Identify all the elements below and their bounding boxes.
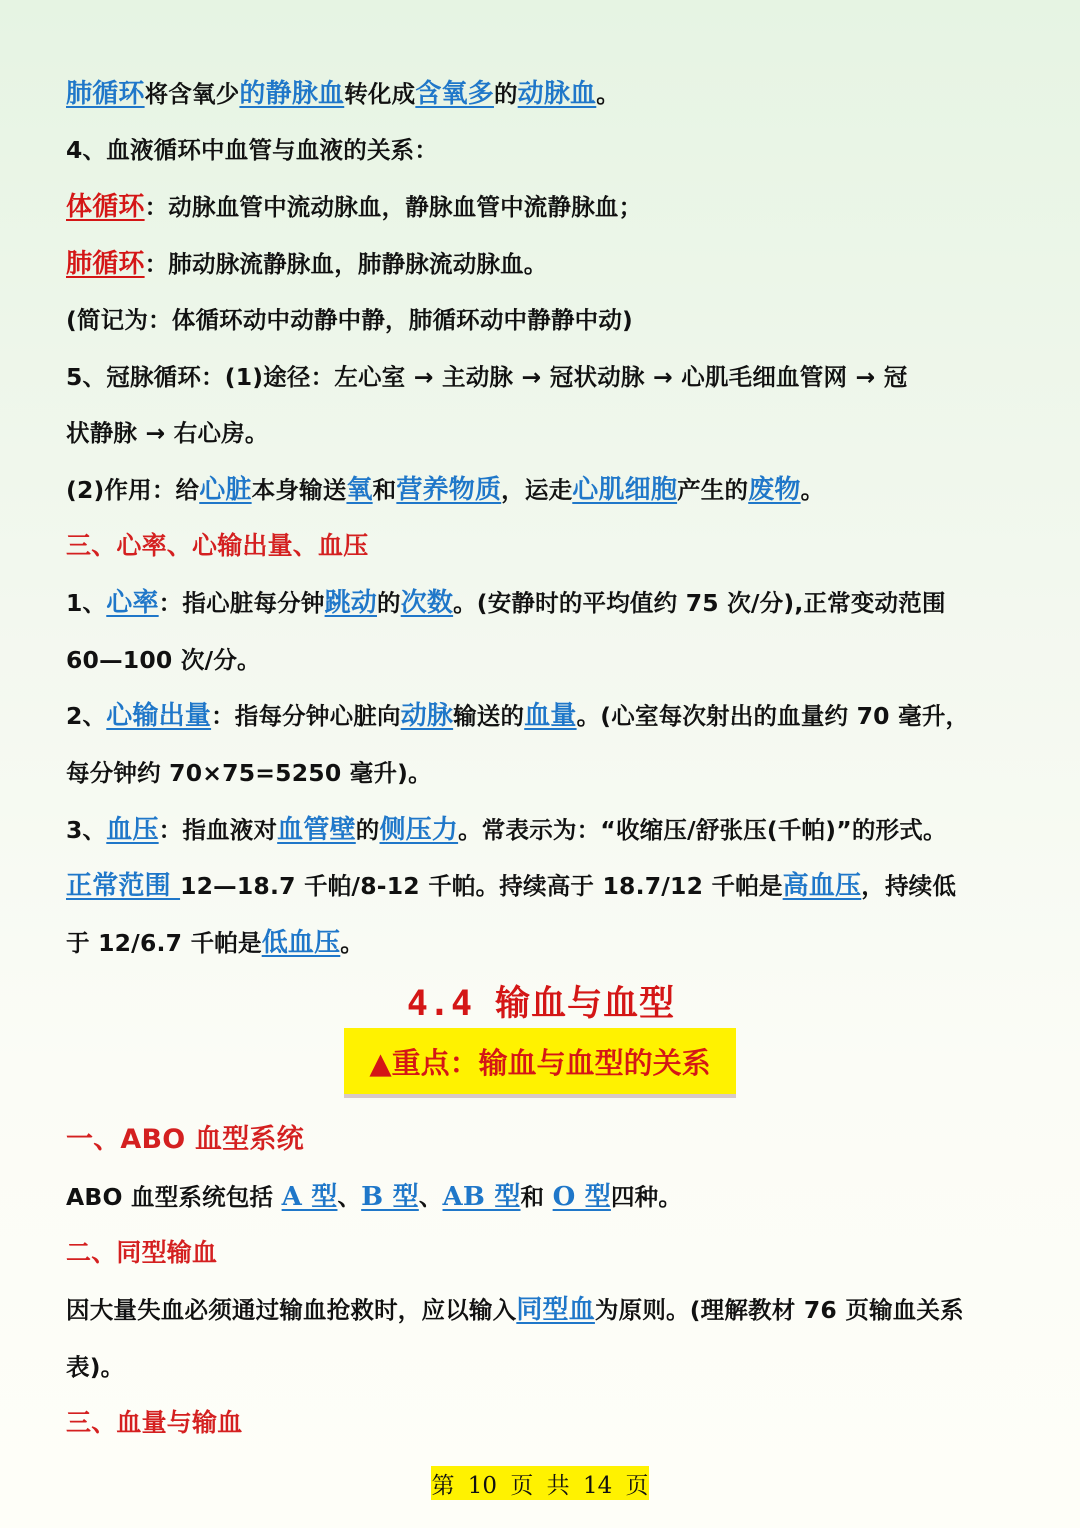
keyword: 氧 xyxy=(346,475,373,505)
section-title: 4.4 输血与血型 xyxy=(406,984,676,1024)
line-normal-range: 正常范围 12—18.7 千帕/8-12 千帕。持续高于 18.7/12 千帕是高血压，持续低 xyxy=(66,871,957,901)
line-pulmonary-circulation: 肺循环：肺动脉流静脉血，肺静脉流动脉血。 xyxy=(66,249,548,279)
keyword: 废物 xyxy=(748,475,801,505)
keyword: 低血压 xyxy=(261,928,341,958)
line-coronary-path: 5、冠脉循环：(1)途径：左心室 → 主动脉 → 冠状动脉 → 心肌毛细血管网 → 冠 xyxy=(66,363,908,391)
line-systemic-circulation: 体循环：动脉血管中流动脉血，静脉血管中流静脉血； xyxy=(66,192,643,222)
keyword: 营养物质 xyxy=(396,475,502,505)
section-heading-same-type: 二、同型输血 xyxy=(66,1238,218,1267)
keyword: 侧压力 xyxy=(379,815,459,845)
keyword: 血压 xyxy=(106,815,159,845)
keyword: B 型 xyxy=(361,1182,419,1212)
keyword: 跳动 xyxy=(324,588,377,618)
keyword: 血量 xyxy=(524,701,577,731)
keyword: 正常范围 xyxy=(66,871,181,901)
line-coronary-path-cont: 状静脉 → 右心房。 xyxy=(66,419,269,447)
section-heading-abo: 一、ABO 血型系统 xyxy=(66,1124,304,1155)
keyword-red: 体循环 xyxy=(66,192,145,222)
keyword: 心脏 xyxy=(199,475,252,505)
line-pulmonary-conversion: 肺循环将含氧少的静脉血转化成含氧多的动脉血。 xyxy=(66,79,620,109)
line-cardiac-output: 2、心输出量：指每分钟心脏向动脉输送的血量。(心室每次射出的血量约 70 毫升， xyxy=(66,701,970,731)
line-abo-types: ABO 血型系统包括 A 型、B 型、AB 型和 O 型四种。 xyxy=(66,1182,683,1212)
line-hypotension: 于 12/6.7 千帕是低血压。 xyxy=(66,928,364,958)
line-cardiac-output-calc: 每分钟约 70×75=5250 毫升)。 xyxy=(66,759,432,787)
line-same-type-principle: 因大量失血必须通过输血抢救时，应以输入同型血为原则。(理解教材 76 页输血关系 xyxy=(66,1295,964,1325)
keyword: 含氧多 xyxy=(415,79,494,109)
keyword: O 型 xyxy=(552,1182,611,1212)
keyword: 心肌细胞 xyxy=(572,475,678,505)
line-heart-rate-range: 60—100 次/分。 xyxy=(66,646,261,674)
keyword: A 型 xyxy=(281,1182,338,1212)
line-same-type-cont: 表)。 xyxy=(66,1353,125,1381)
keyword: 动脉 xyxy=(400,701,454,731)
line-mnemonic: (简记为：体循环动中动静中静，肺循环动中静静中动) xyxy=(66,306,633,334)
keyword: AB 型 xyxy=(442,1182,521,1212)
keyword: 次数 xyxy=(400,588,454,618)
keyword: 心输出量 xyxy=(106,701,212,731)
key-point-banner xyxy=(344,1028,736,1098)
keyword: 血管壁 xyxy=(277,815,356,845)
keyword: 肺循环 xyxy=(66,79,145,109)
keyword: 高血压 xyxy=(782,871,862,901)
item-4-heading: 4、血液循环中血管与血液的关系： xyxy=(66,136,439,164)
keyword: 的静脉血 xyxy=(239,79,345,109)
keyword: 同型血 xyxy=(516,1295,595,1325)
page-footer: 第 10 页 共 14 页 xyxy=(431,1466,649,1500)
line-heart-rate: 1、心率：指心脏每分钟跳动的次数。(安静时的平均值约 75 次/分),正常变动范围 xyxy=(66,588,946,618)
keyword: 动脉血 xyxy=(517,79,597,109)
keyword: 心率 xyxy=(106,588,159,618)
line-blood-pressure: 3、血压：指血液对血管壁的侧压力。常表示为：“收缩压/舒张压(千帕)”的形式。 xyxy=(66,815,947,845)
keyword-red: 肺循环 xyxy=(66,249,145,279)
line-coronary-function: (2)作用：给心脏本身输送氧和营养物质，运走心肌细胞产生的废物。 xyxy=(66,475,825,505)
section-heading-heart-rate: 三、心率、心输出量、血压 xyxy=(66,531,369,560)
key-point-text: ▲重点：输血与血型的关系 xyxy=(369,1045,711,1080)
section-heading-blood-volume: 三、血量与输血 xyxy=(66,1408,243,1437)
